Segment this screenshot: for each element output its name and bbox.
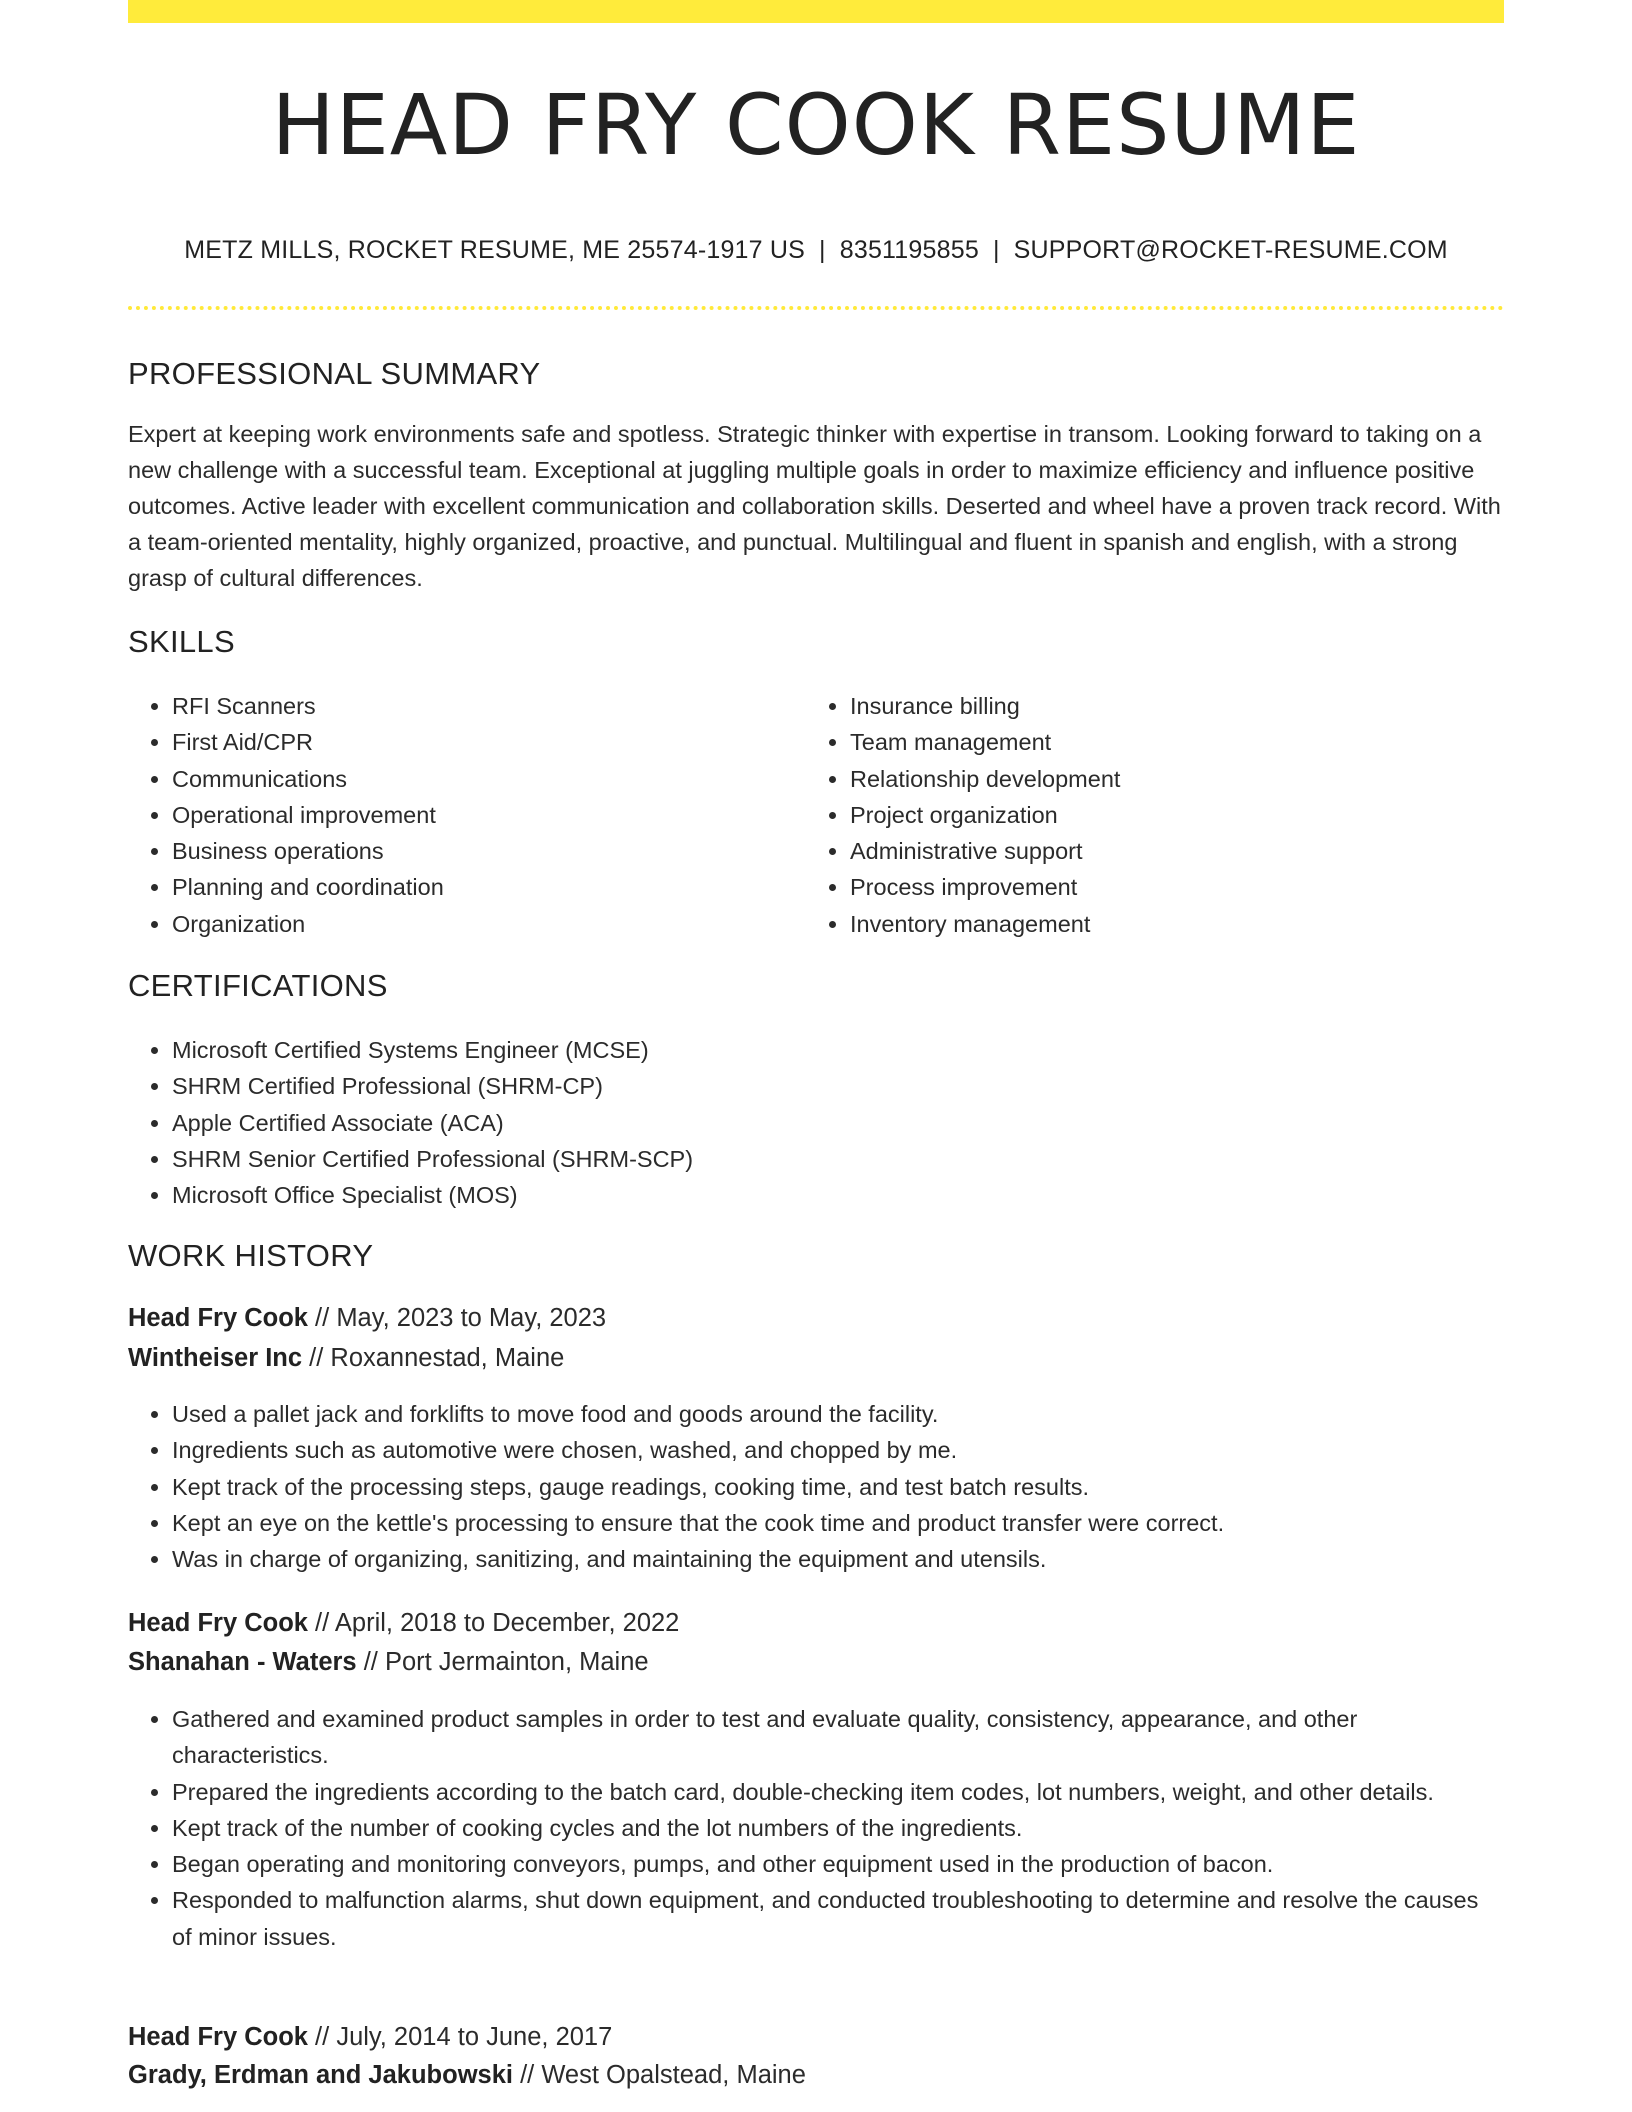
job-dates: May, 2023 to May, 2023 <box>336 1304 607 1332</box>
skills-column-right <box>806 688 1446 942</box>
job-dates: April, 2018 to December, 2022 <box>334 1609 680 1637</box>
job-company-line <box>128 1648 649 1677</box>
job-bullet: • Kept track of the number of cooking cycles and the lot numbers of the ingredients. <box>172 1810 1504 1846</box>
contact-email: SUPPORT@ROCKET-RESUME.COM <box>1013 236 1448 264</box>
contact-phone: 8351195855 <box>839 236 979 264</box>
job-company-line <box>128 1344 564 1373</box>
job-bullet: • Used a pallet jack and forklifts to move food and goods around the facility. <box>172 1396 1504 1432</box>
job-bullet: • Ingredients such as automotive were chosen, washed, and chopped by me. <box>172 1432 1504 1468</box>
skill-item: • Project organization <box>850 797 1446 833</box>
contact-separator: | <box>819 236 826 264</box>
job-company: Shanahan - Waters <box>128 1648 357 1676</box>
skill-item: • Operational improvement <box>172 797 768 833</box>
job-dates: July, 2014 to June, 2017 <box>336 2023 613 2051</box>
certification-item: • Microsoft Office Specialist (MOS) <box>172 1177 1504 1213</box>
job-location: Roxannestad, Maine <box>330 1344 565 1372</box>
job-bullet: • Was in charge of organizing, sanitizing, and maintaining the equipment and utensils. <box>172 1541 1504 1577</box>
summary-heading: PROFESSIONAL SUMMARY <box>128 356 541 391</box>
job-delimiter: // <box>307 2023 337 2051</box>
contact-separator: | <box>992 236 1000 264</box>
job-title-line <box>128 1304 606 1333</box>
job-location: West Opalstead, Maine <box>541 2061 806 2089</box>
skill-item: • RFI Scanners <box>172 688 768 724</box>
skill-item: • Administrative support <box>850 833 1446 869</box>
job-bullet: • Began operating and monitoring conveyors, pumps, and other equipment used in the production of bacon. <box>172 1846 1504 1882</box>
certifications-heading: CERTIFICATIONS <box>128 968 388 1003</box>
job-company: Grady, Erdman and Jakubowski <box>128 2061 513 2089</box>
job-bullet: • Kept track of the processing steps, gauge readings, cooking time, and test batch results. <box>172 1469 1504 1505</box>
job-delimiter: // <box>307 1609 335 1637</box>
summary-text: Expert at keeping work environments safe and spotless. Strategic thinker with expertise in transom. Looking forward to taking on a new challenge with a successful team. Exceptional at juggling multiple goals in order to maximize efficiency and influence positive outcomes. Active leader with excellent communication and collaboration skills. Deserted and wheel have a proven track record. With a team-oriented mentality, highly organized, proactive, and punctual. Multilingual and fluent in spanish and english, with a strong grasp of cultural differences. <box>128 421 1501 591</box>
job-company-line <box>128 2061 806 2090</box>
certification-item: • Microsoft Certified Systems Engineer (MCSE) <box>172 1032 1504 1068</box>
contact-line <box>128 236 1504 265</box>
job-bullets <box>128 1701 1504 1955</box>
job-location: Port Jermainton, Maine <box>384 1648 649 1676</box>
skill-item: • Organization <box>172 906 768 942</box>
accent-top-bar <box>128 0 1504 23</box>
certification-item: • SHRM Senior Certified Professional (SHRM-SCP) <box>172 1141 1504 1177</box>
certifications-list <box>128 1032 1504 1213</box>
job-title: Head Fry Cook <box>128 1304 308 1332</box>
skill-item: • Business operations <box>172 833 768 869</box>
contact-address: METZ MILLS, ROCKET RESUME, ME 25574-1917 US <box>184 236 806 264</box>
job-title: Head Fry Cook <box>128 2023 308 2051</box>
skill-item: • Process improvement <box>850 869 1446 905</box>
resume-title: HEAD FRY COOK RESUME <box>271 76 1361 174</box>
job-delimiter: // <box>302 1344 331 1372</box>
skill-item: • Insurance billing <box>850 688 1446 724</box>
job-bullet: • Gathered and examined product samples in order to test and evaluate quality, consistency, appearance, and other characteristics. <box>172 1701 1504 1774</box>
skill-item: • Team management <box>850 724 1446 760</box>
skill-item: • Planning and coordination <box>172 869 768 905</box>
certifications-block <box>128 1032 1504 1213</box>
skills-heading: SKILLS <box>128 624 235 659</box>
skill-item: • Inventory management <box>850 906 1446 942</box>
dotted-divider <box>128 306 1504 310</box>
skill-item: • First Aid/CPR <box>172 724 768 760</box>
job-bullets <box>128 1396 1504 1577</box>
job-bullet-list <box>128 1396 1504 1577</box>
job-bullet: • Kept an eye on the kettle's processing to ensure that the cook time and product transfer were correct. <box>172 1505 1504 1541</box>
job-delimiter: // <box>512 2061 542 2089</box>
job-bullet-list <box>128 1701 1504 1955</box>
job-bullet: • Prepared the ingredients according to the batch card, double-checking item codes, lot numbers, weight, and other details. <box>172 1774 1504 1810</box>
skill-item: • Communications <box>172 761 768 797</box>
job-title: Head Fry Cook <box>128 1609 308 1637</box>
job-company: Wintheiser Inc <box>128 1344 303 1372</box>
job-delimiter: // <box>356 1648 385 1676</box>
job-title-line <box>128 2023 612 2052</box>
job-title-line <box>128 1609 679 1638</box>
job-delimiter: // <box>307 1304 337 1332</box>
skills-column-left <box>128 688 768 942</box>
skills-list-left <box>128 688 768 942</box>
work-history-heading: WORK HISTORY <box>128 1238 374 1273</box>
job-bullet: • Responded to malfunction alarms, shut down equipment, and conducted troubleshooting to determine and resolve the causes of minor issues. <box>172 1882 1504 1955</box>
skill-item: • Relationship development <box>850 761 1446 797</box>
certification-item: • SHRM Certified Professional (SHRM-CP) <box>172 1068 1504 1104</box>
certification-item: • Apple Certified Associate (ACA) <box>172 1105 1504 1141</box>
skills-list-right <box>806 688 1446 942</box>
